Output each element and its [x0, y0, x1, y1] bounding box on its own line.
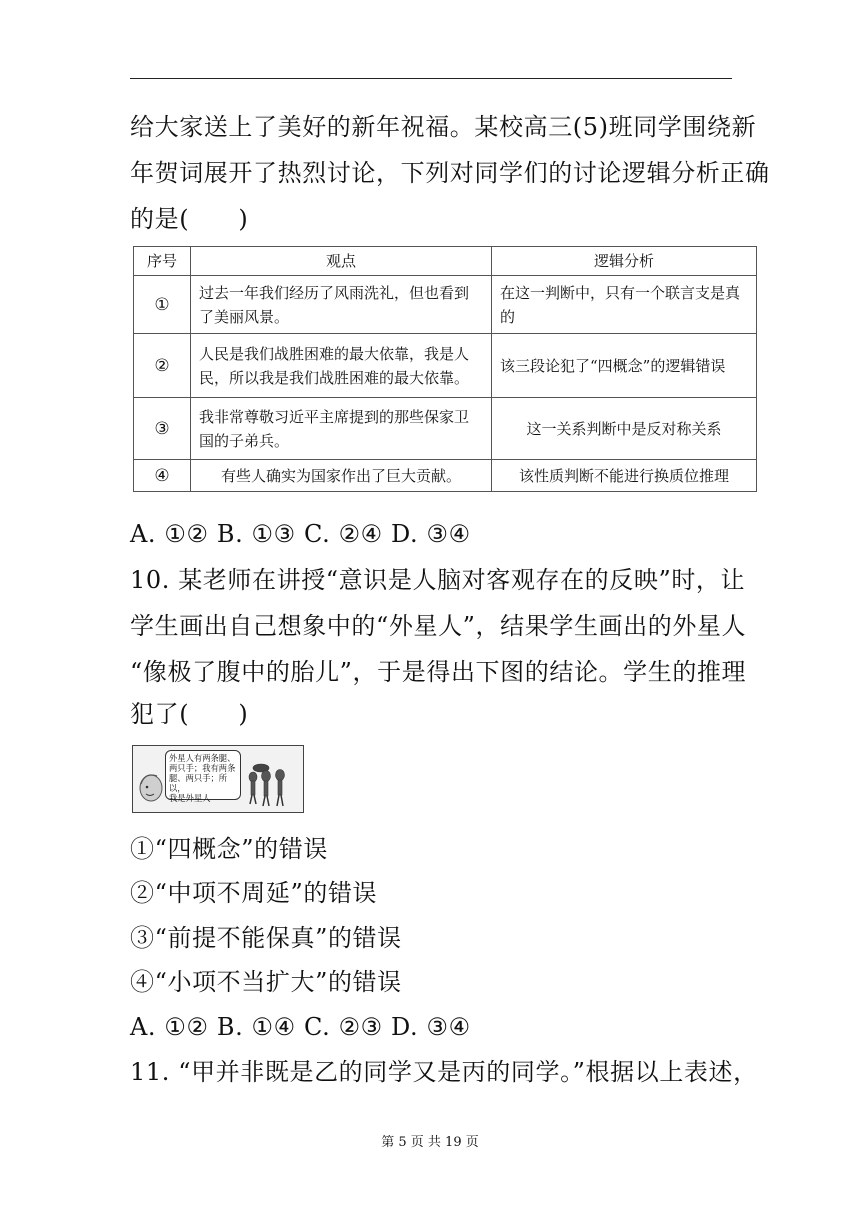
table-row [134, 460, 757, 492]
speech-bubble [165, 750, 241, 803]
row-view: 过去一年我们经历了风雨洗礼，但也看到了美丽风景。 [191, 276, 492, 334]
row-num: ④ [134, 460, 191, 492]
row-view: 人民是我们战胜困难的最大依靠，我是人民，所以我是我们战胜困难的最大依靠。 [191, 334, 492, 398]
q10-line-1: 10. 某老师在讲授“意识是人脑对客观存在的反映”时，让 [130, 566, 746, 594]
intro-line-2: 年贺词展开了热烈讨论，下列对同学们的讨论逻辑分析正确 [130, 159, 770, 187]
table-header-row [134, 247, 757, 276]
intro-line-3: 的是( ) [130, 205, 249, 233]
q10-statement-4: ④“小项不当扩大”的错误 [130, 968, 402, 996]
table-row [134, 398, 757, 460]
q10-options: A. ①② B. ①④ C. ②③ D. ③④ [130, 1013, 471, 1041]
row-analysis: 该三段论犯了“四概念”的逻辑错误 [492, 334, 757, 398]
header-num: 序号 [134, 247, 191, 276]
bubble-line: 我是外星人 [169, 793, 211, 803]
q10-statement-3: ③“前提不能保真”的错误 [130, 924, 402, 952]
row-analysis: 在这一判断中，只有一个联言支是真的 [492, 276, 757, 334]
bubble-line: 腿、两只手；所以， [169, 773, 228, 793]
header-rule [130, 78, 732, 79]
row-analysis: 该性质判断不能进行换质位推理 [492, 460, 757, 492]
row-num: ① [134, 276, 191, 334]
header-analysis: 逻辑分析 [492, 247, 757, 276]
bubble-line: 外星人有两条腿、 [169, 753, 236, 763]
intro-line-1: 给大家送上了美好的新年祝福。某校高三(5)班同学围绕新 [130, 113, 757, 141]
alien-figure [132, 745, 304, 813]
row-view: 我非常尊敬习近平主席提到的那些保家卫国的子弟兵。 [191, 398, 492, 460]
row-analysis: 这一关系判断中是反对称关系 [492, 398, 757, 460]
q10-line-3: “像极了腹中的胎儿”，于是得出下图的结论。学生的推理 [130, 658, 747, 686]
q10-line-4: 犯了( ) [130, 700, 249, 728]
q10-statement-2: ②“中项不周延”的错误 [130, 879, 378, 907]
table-row [134, 276, 757, 334]
q11-line-1: 11. “甲并非既是乙的同学又是丙的同学。”根据以上表述， [130, 1058, 758, 1086]
row-num: ② [134, 334, 191, 398]
q10-line-2: 学生画出自己想象中的“外星人”，结果学生画出的外星人 [130, 612, 747, 640]
q10-statement-1: ①“四概念”的错误 [130, 835, 328, 863]
logic-table [133, 246, 757, 492]
row-view: 有些人确实为国家作出了巨大贡献。 [191, 460, 492, 492]
q9-options: A. ①② B. ①③ C. ②④ D. ③④ [130, 520, 471, 548]
table-row [134, 334, 757, 398]
row-num: ③ [134, 398, 191, 460]
header-view: 观点 [191, 247, 492, 276]
bubble-line: 两只手；我有两条 [169, 763, 236, 773]
page-footer: 第 5 页 共 19 页 [381, 1135, 479, 1150]
